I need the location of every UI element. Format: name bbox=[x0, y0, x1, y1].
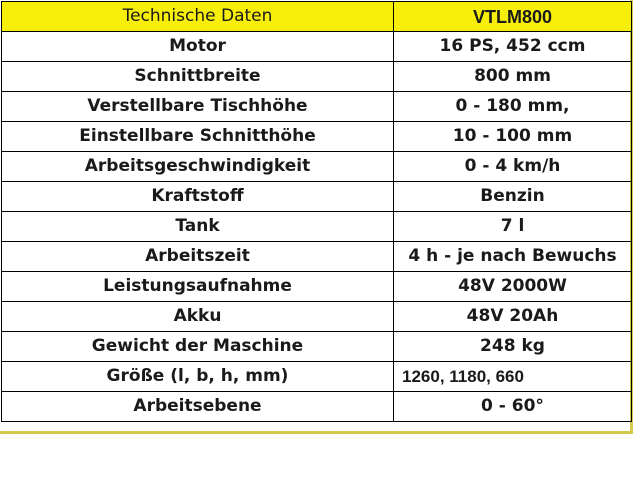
table-row bbox=[2, 302, 632, 332]
row-value: 10 - 100 mm bbox=[394, 122, 632, 152]
row-value: 0 - 4 km/h bbox=[394, 152, 632, 182]
row-value: 248 kg bbox=[394, 332, 632, 362]
table-header-row bbox=[2, 2, 632, 32]
row-label: Leistungsaufnahme bbox=[2, 272, 394, 302]
row-label: Gewicht der Maschine bbox=[2, 332, 394, 362]
table-row bbox=[2, 392, 632, 422]
row-label: Verstellbare Tischhöhe bbox=[2, 92, 394, 122]
table-row bbox=[2, 32, 632, 62]
row-label: Arbeitsgeschwindigkeit bbox=[2, 152, 394, 182]
table-row bbox=[2, 242, 632, 272]
row-value: 4 h - je nach Bewuchs bbox=[394, 242, 632, 272]
technical-data-table bbox=[1, 1, 632, 422]
row-label: Akku bbox=[2, 302, 394, 332]
row-label: Motor bbox=[2, 32, 394, 62]
row-value: Benzin bbox=[394, 182, 632, 212]
row-label: Arbeitszeit bbox=[2, 242, 394, 272]
row-label: Schnittbreite bbox=[2, 62, 394, 92]
table-row bbox=[2, 212, 632, 242]
row-value: 800 mm bbox=[394, 62, 632, 92]
row-label: Arbeitsebene bbox=[2, 392, 394, 422]
table-row bbox=[2, 332, 632, 362]
row-label: Einstellbare Schnitthöhe bbox=[2, 122, 394, 152]
row-label: Kraftstoff bbox=[2, 182, 394, 212]
row-value: 0 - 60° bbox=[394, 392, 632, 422]
row-value: 48V 2000W bbox=[394, 272, 632, 302]
header-model-cell: VTLM800 bbox=[394, 2, 632, 32]
table-row bbox=[2, 272, 632, 302]
row-value: 48V 20Ah bbox=[394, 302, 632, 332]
table-row bbox=[2, 122, 632, 152]
row-value: 0 - 180 mm, bbox=[394, 92, 632, 122]
row-label: Tank bbox=[2, 212, 394, 242]
table-row bbox=[2, 182, 632, 212]
table-row bbox=[2, 152, 632, 182]
row-value: 16 PS, 452 ccm bbox=[394, 32, 632, 62]
table-row bbox=[2, 362, 632, 392]
header-label-cell: Technische Daten bbox=[2, 2, 394, 32]
row-value: 1260, 1180, 660 bbox=[394, 362, 632, 392]
row-value: 7 l bbox=[394, 212, 632, 242]
table-row bbox=[2, 62, 632, 92]
row-label: Größe (l, b, h, mm) bbox=[2, 362, 394, 392]
table-row bbox=[2, 92, 632, 122]
